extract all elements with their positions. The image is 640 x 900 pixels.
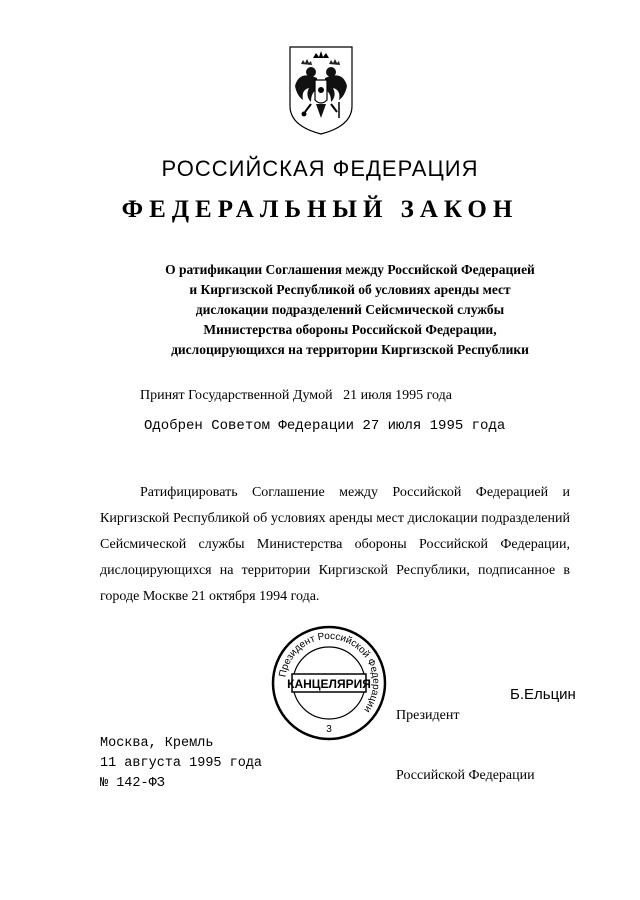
body-paragraph: Ратифицировать Соглашение между Российской Федерацией и Киргизской Республикой об условиях аренды мест дислокации подразделений Сейсмической службы Министерства обороны Российской Федерации, дислоцирующихся на территории Киргизской Республики, подписанное в городе Москве 21 октября 1994 года. <box>100 485 570 604</box>
signing-place: Москва, Кремль <box>100 736 214 751</box>
adopted-by-duma: Принят Государственной Думой 21 июля 1995 года <box>140 388 452 403</box>
law-title-line: О ратификации Соглашения между Российской Федерацией <box>165 262 535 277</box>
law-title <box>100 260 600 360</box>
russian-coat-of-arms-icon <box>287 44 355 136</box>
law-number: № 142-ФЗ <box>100 776 165 791</box>
law-title-line: дислоцирующихся на территории Киргизской Республики <box>171 342 529 357</box>
seal-ring-text: Президент Российской Федерации <box>277 630 382 715</box>
signatory-role-line: Российской Федерации <box>396 768 535 783</box>
chancellery-seal-icon <box>270 624 388 742</box>
law-title-line: дислокации подразделений Сейсмической службы <box>195 302 505 317</box>
approved-by-council: Одобрен Советом Федерации 27 июля 1995 года <box>144 418 506 434</box>
signatory-role-line: Президент <box>396 708 460 723</box>
seal-center-text: КАНЦЕЛЯРИЯ <box>287 677 371 691</box>
signing-date: 11 августа 1995 года <box>100 756 263 771</box>
signatory-name: Б.Ельцин <box>510 686 576 703</box>
law-title-line: и Киргизской Республикой об условиях аренды мест <box>189 282 511 297</box>
document-footer <box>100 734 262 794</box>
svg-text:Президент Российской Федерации <box>277 631 381 715</box>
seal-number: 3 <box>326 724 332 735</box>
law-title-line: Министерства обороны Российской Федерации, <box>203 322 497 337</box>
document-type-heading: ФЕДЕРАЛЬНЫЙ ЗАКОН <box>121 196 519 223</box>
country-heading: РОССИЙСКАЯ ФЕДЕРАЦИЯ <box>161 156 479 181</box>
